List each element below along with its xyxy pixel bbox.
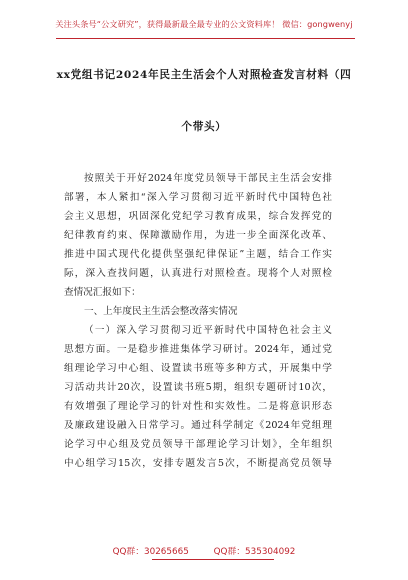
subsection-heading: （一）深入学习贯彻习近平新时代中国特色社会主义: [84, 325, 332, 336]
body-line: 有效增强了理论学习的针对性和实效性。二是将意识形态: [64, 401, 332, 412]
body-line: 习活动共计20次，设置读书班5期，组织专题研讨10次，: [64, 382, 332, 393]
body-line: 中心组学习15次，安排专题发言5次，不断提高党员领导: [64, 458, 332, 469]
footer-underline: [152, 559, 274, 560]
section-heading: 一、上年度民主生活会整改落实情况: [84, 306, 238, 317]
body-line: 及廉政建设融入日常学习。通过科学制定《2024年党组理: [64, 420, 332, 431]
footer-qq-group-1: QQ群：30265665: [112, 547, 189, 557]
document-title-line-2: 个带头）: [181, 121, 227, 133]
header-divider: [56, 38, 355, 39]
footer-qq-group-2: QQ群：535304092: [213, 547, 296, 557]
body-line: 会主义思想，巩固深化党纪学习教育成果，综合发挥党的: [64, 211, 332, 222]
body-line: 思想方面。一是稳步推进集体学习研讨。2024年，通过党: [64, 344, 332, 355]
body-line: 际，深入查找问题，认真进行对照检查。现将个人对照检: [64, 268, 332, 279]
document-title-line-1: xx党组书记2024年民主生活会个人对照检查发言材料（四: [56, 69, 352, 81]
body-line: 推进中国式现代化提供坚强纪律保证”主题，结合工作实: [64, 249, 332, 260]
header-banner: 关注头条号“公文研究”，获得最新最全最专业的公文资料库！ 微信：gongwenyj: [55, 19, 353, 29]
body-line: 纪律教育约束、保障激励作用，为进一步全面深化改革、: [64, 230, 332, 241]
body-line: 论学习中心组及党员领导干部理论学习计划》，全年组织: [64, 439, 332, 450]
body-line: 查情况汇报如下：: [64, 287, 141, 298]
body-line: 按照关于开好2024年度党员领导干部民主生活会安排: [84, 173, 332, 184]
body-line: 部署，本人紧扣“深入学习贯彻习近平新时代中国特色社: [64, 192, 332, 203]
footer-contact: [0, 544, 408, 557]
body-line: 组理论学习中心组、设置读书班等多种方式，开展集中学: [64, 363, 332, 374]
